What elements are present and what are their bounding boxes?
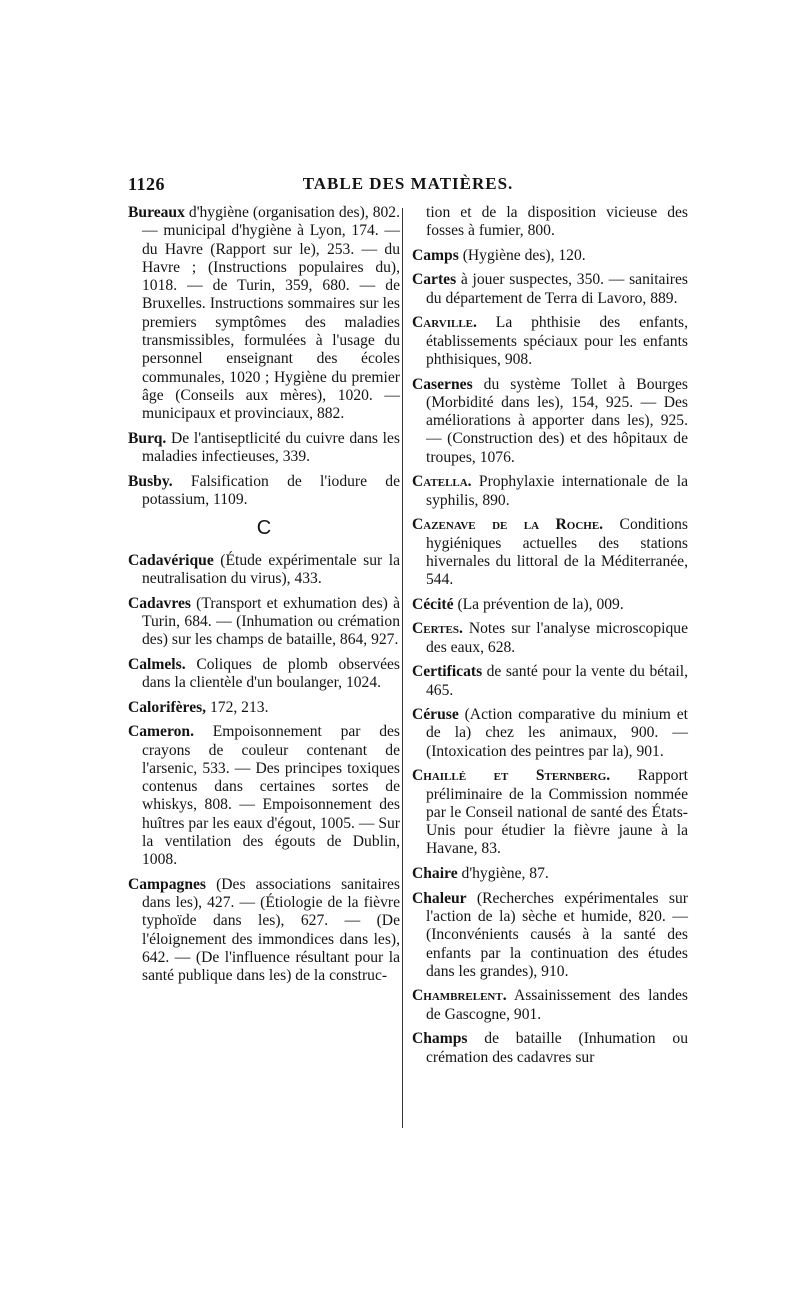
index-entry-cameron — [128, 723, 400, 869]
entry-head: Camps — [412, 246, 459, 264]
entry-head: Cazenave de la Roche. — [412, 516, 604, 534]
index-entry-chaille — [412, 767, 688, 858]
entry-text: Prophylaxie internationale de la syphilis, 890. — [426, 473, 688, 509]
entry-text: (La prévention de la), 009. — [453, 595, 624, 613]
entry-text: d'hygiène (organisation des), 802. — municipal d'hygiène à Lyon, 174. — du Havre (Rapport sur le), 253. — du Havre ; (Instructions populaires du), 1018. — de Turin, 359, 680. — de Bruxelles. Instructions sommaires sur les premiers symptômes des maladies transmissibles, formulées à l'usage du personnel enseignant des écoles communales, 1020 ; Hygiène du premier âge (Conseils aux mères), 1020. — municipaux et provinciaux, 882. — [142, 204, 400, 423]
running-title: TABLE DES MATIÈRES. — [302, 174, 514, 193]
entry-head: Certes. — [412, 620, 463, 638]
entry-head: Cameron. — [128, 723, 194, 741]
index-entry-camps — [412, 247, 688, 265]
entry-head: Céruse — [412, 706, 459, 724]
index-entry-casernes — [412, 376, 688, 467]
index-entry-campagnes — [128, 876, 400, 986]
index-entry-continuation: tion et de la disposition vicieuse des fosses à fumier, 800. — [426, 204, 688, 240]
index-entry-chaleur — [412, 890, 688, 981]
entry-text: d'hygiène, 87. — [457, 865, 549, 883]
entry-text: (Hygiène des), 120. — [458, 246, 586, 264]
entry-head: Cadavérique — [128, 551, 214, 569]
index-entry-ceruse — [412, 706, 688, 761]
column-divider — [402, 208, 403, 1128]
entry-text: De l'antiseptlicité du cuivre dans les maladies infectieuses, 339. — [142, 429, 400, 466]
entry-text: Notes sur l'analyse microscopique des eaux, 628. — [426, 620, 688, 656]
entry-head: Chaleur — [412, 889, 467, 907]
entry-text: (Transport et exhumation des) à Turin, 684. — (Inhumation ou crémation des) sur les champs de bataille, 864, 927. — [142, 594, 400, 649]
entry-head: Chambrelent. — [412, 987, 507, 1005]
entry-head: Calmels. — [128, 655, 186, 673]
index-entry-cartes — [412, 271, 688, 308]
index-entry-champs — [412, 1030, 688, 1067]
entry-head: Casernes — [412, 375, 473, 393]
entry-text: Empoisonnement par des crayons de couleur contenant de l'arsenic, 533. — Des principes toxiques contenus dans certaines sortes de whiskys, 808. — Empoisonnement des huîtres par les eaux d'égout, 1005. — Sur la ventilation des égouts de Dublin, 1008. — [142, 723, 400, 869]
entry-head: Champs — [412, 1030, 468, 1048]
index-entry-caloriferes — [128, 699, 400, 717]
entry-head: Cadavres — [128, 594, 191, 612]
entry-head: Burq. — [128, 429, 167, 447]
entry-text: du système Tollet à Bourges (Morbidité dans les), 154, 925. — Des améliorations à apporter dans les), 925. — (Construction des) et des hôpitaux de troupes, 1076. — [426, 375, 688, 466]
entry-text: de bataille (Inhumation ou crémation des cadavres sur — [426, 1030, 688, 1066]
index-entry-chaire — [412, 865, 688, 883]
entry-head: Carville. — [412, 314, 477, 332]
entry-head: Cécité — [412, 595, 454, 613]
section-letter: C — [256, 517, 272, 540]
index-entry-calmels — [128, 656, 400, 693]
entry-text: (Des associations sanitaires dans les), 427. — (Étiologie de la fièvre typhoïde dans les), 627. — (De l'éloignement des immondices dans les), 642. — (De l'influence résultant pour la santé publique dans les) de la construc- — [142, 875, 400, 985]
left-column — [128, 204, 400, 992]
entry-text: 172, 213. — [206, 698, 269, 716]
entry-head: Bureaux — [128, 204, 185, 221]
entry-text: (Action comparative du minium et de la) chez les animaux, 900. — (Intoxication des peintres par la), 901. — [426, 706, 688, 760]
entry-text: Coliques de plomb observées dans la clientèle d'un boulanger, 1024. — [142, 655, 400, 692]
entry-text: Assainissement des landes de Gascogne, 901. — [426, 987, 688, 1023]
index-entry-chambrelent — [412, 987, 688, 1024]
entry-text: (Recherches expérimentales sur l'action de la) sèche et humide, 820. — (Inconvénients causés à la santé des enfants par la continuation des études dans les grandes), 910. — [426, 889, 688, 980]
entry-head: Calorifères, — [128, 698, 207, 716]
index-entry-cadavres — [128, 595, 400, 650]
entry-text: Falsification de l'iodure de potassium, 1109. — [142, 472, 400, 509]
entry-head: Cartes — [412, 271, 457, 289]
entry-text: de santé pour la vente du bétail, 465. — [426, 663, 688, 699]
entry-head: Chaire — [412, 865, 458, 883]
index-entry-certes — [412, 620, 688, 657]
entry-head: Busby. — [128, 472, 173, 490]
index-entry-busby — [128, 473, 400, 510]
entry-text: à jouer suspectes, 350. — sanitaires du département de Terra di Lavoro, 889. — [426, 271, 688, 307]
index-entry-cazenave — [412, 516, 688, 589]
index-entry-cecite — [412, 596, 688, 614]
index-entry-cadaverique — [128, 552, 400, 589]
index-entry-burq — [128, 430, 400, 467]
index-entry-catella — [412, 473, 688, 510]
entry-head: Campagnes — [128, 875, 206, 893]
entry-text: Rapport préliminaire de la Commission nommée par le Conseil national de santé des États-Unis pour étudier la fièvre jaune à la Havane, 83. — [426, 767, 688, 858]
entry-head: Chaillé et Sternberg. — [412, 767, 611, 785]
entry-text: (Étude expérimentale sur la neutralisation du virus), 433. — [142, 551, 400, 587]
entry-text: Conditions hygiéniques actuelles des stations hivernales du littoral de la Méditerranée, 544. — [426, 516, 688, 589]
page-number: 1126 — [128, 174, 166, 194]
entry-head: Certificats — [412, 663, 483, 681]
index-entry-carville — [412, 314, 688, 369]
page-header — [128, 174, 688, 198]
right-column — [412, 204, 688, 1073]
index-entry-bureaux — [128, 204, 400, 424]
entry-head: Catella. — [412, 473, 472, 491]
index-entry-certificats — [412, 663, 688, 700]
entry-text: La phthisie des enfants, établissements spéciaux pour les enfants phthisiques, 908. — [426, 314, 688, 368]
